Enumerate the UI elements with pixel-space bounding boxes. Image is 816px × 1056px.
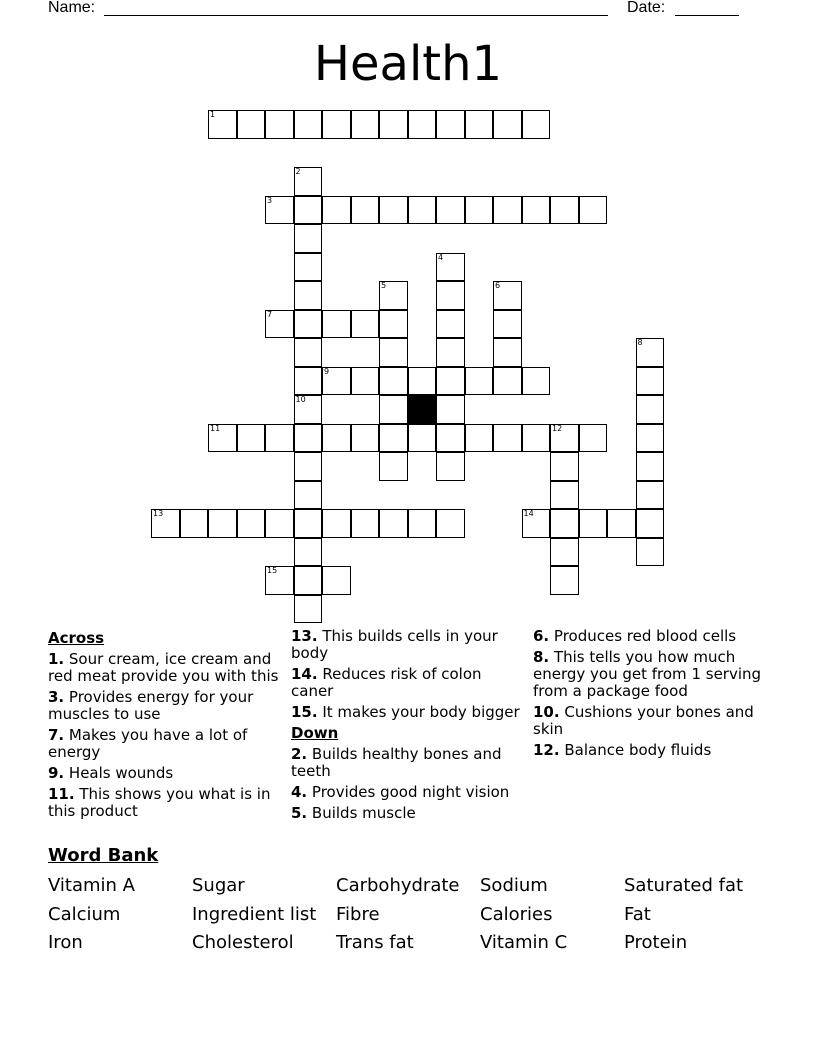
grid-cell[interactable] bbox=[436, 281, 465, 310]
grid-cell[interactable] bbox=[465, 367, 494, 396]
grid-cell[interactable] bbox=[237, 509, 266, 538]
black-square bbox=[408, 395, 437, 424]
grid-cell[interactable] bbox=[436, 253, 465, 282]
grid-cell[interactable] bbox=[408, 110, 437, 139]
grid-cell[interactable] bbox=[636, 481, 665, 510]
clue-number: 14 bbox=[523, 509, 534, 518]
clue-number-label: 11. bbox=[48, 785, 75, 803]
clue-number: 9 bbox=[324, 366, 330, 376]
clue bbox=[48, 651, 284, 685]
grid-cell[interactable] bbox=[465, 110, 494, 139]
grid-cell[interactable] bbox=[151, 509, 180, 538]
grid-cell[interactable] bbox=[636, 424, 665, 453]
grid-cell[interactable] bbox=[550, 196, 579, 225]
grid-cell[interactable] bbox=[379, 424, 408, 453]
clue-text: Produces red blood cells bbox=[549, 627, 737, 645]
clue bbox=[291, 628, 527, 662]
grid-cell[interactable] bbox=[294, 566, 323, 595]
grid-cell[interactable] bbox=[294, 424, 323, 453]
grid-cell[interactable] bbox=[294, 310, 323, 339]
grid-cell[interactable] bbox=[550, 538, 579, 567]
clue-number: 8 bbox=[637, 338, 643, 347]
grid-cell[interactable] bbox=[294, 196, 323, 225]
grid-cell[interactable] bbox=[636, 538, 665, 567]
clue-text: Provides good night vision bbox=[307, 783, 510, 801]
grid-cell[interactable] bbox=[493, 196, 522, 225]
grid-cell[interactable] bbox=[493, 424, 522, 453]
grid-cell[interactable] bbox=[550, 424, 579, 453]
grid-cell[interactable] bbox=[408, 367, 437, 396]
grid-cell[interactable] bbox=[379, 338, 408, 367]
word-bank-item: Sugar bbox=[192, 875, 245, 896]
grid-cell[interactable] bbox=[436, 196, 465, 225]
clue-text: Balance body fluids bbox=[559, 741, 712, 759]
clue-number-label: 6. bbox=[533, 627, 550, 645]
grid-cell[interactable] bbox=[379, 281, 408, 310]
clue-text: This shows you what is in this product bbox=[48, 785, 271, 820]
clue-number: 15 bbox=[267, 566, 278, 575]
grid-cell[interactable] bbox=[322, 424, 351, 453]
grid-cell[interactable] bbox=[265, 196, 294, 225]
clue-number: 12 bbox=[552, 423, 563, 433]
grid-cell[interactable] bbox=[636, 367, 665, 396]
word-bank-item: Ingredient list bbox=[192, 903, 317, 925]
grid-cell[interactable] bbox=[493, 338, 522, 367]
grid-cell[interactable] bbox=[379, 196, 408, 225]
grid-cell[interactable] bbox=[351, 424, 380, 453]
clue-number-label: 8. bbox=[533, 648, 550, 666]
grid-cell[interactable] bbox=[322, 566, 351, 595]
grid-cell[interactable] bbox=[294, 338, 323, 367]
grid-cell[interactable] bbox=[465, 424, 494, 453]
clue-text: It makes your body bigger bbox=[317, 703, 520, 721]
clue-number-label: 3. bbox=[48, 688, 65, 706]
grid-cell[interactable] bbox=[351, 509, 380, 538]
grid-cell[interactable] bbox=[322, 196, 351, 225]
grid-cell[interactable] bbox=[636, 395, 665, 424]
grid-cell[interactable] bbox=[322, 367, 351, 396]
clue bbox=[48, 765, 284, 782]
clue bbox=[291, 704, 527, 721]
word-bank-item: Vitamin A bbox=[48, 875, 135, 896]
clue-number-label: 7. bbox=[48, 726, 65, 744]
word-bank-item: Calcium bbox=[48, 903, 121, 925]
clue bbox=[291, 784, 527, 801]
clue-number-label: 4. bbox=[291, 783, 308, 801]
clue-number: 6 bbox=[495, 281, 501, 290]
grid-cell[interactable] bbox=[436, 338, 465, 367]
grid-cell[interactable] bbox=[180, 509, 209, 538]
grid-cell[interactable] bbox=[294, 110, 323, 139]
grid-cell[interactable] bbox=[294, 538, 323, 567]
across-heading: Across bbox=[48, 629, 105, 647]
clue-number: 10 bbox=[295, 395, 306, 404]
down-clue-list-continued bbox=[533, 628, 773, 759]
clue-number-label: 2. bbox=[291, 745, 308, 763]
grid-cell[interactable] bbox=[436, 310, 465, 339]
clues-column-3 bbox=[533, 628, 773, 763]
grid-cell[interactable] bbox=[408, 196, 437, 225]
clue-text: This builds cells in your body bbox=[291, 627, 498, 662]
clue-text: This tells you how much energy you get from 1 serving from a package food bbox=[533, 648, 762, 700]
grid-cell[interactable] bbox=[294, 281, 323, 310]
grid-cell[interactable] bbox=[294, 253, 323, 282]
grid-cell[interactable] bbox=[379, 395, 408, 424]
puzzle-title: Health1 bbox=[313, 36, 503, 92]
grid-cell[interactable] bbox=[379, 452, 408, 481]
grid-cell[interactable] bbox=[294, 509, 323, 538]
grid-cell[interactable] bbox=[436, 367, 465, 396]
grid-cell[interactable] bbox=[636, 452, 665, 481]
grid-cell[interactable] bbox=[322, 110, 351, 139]
grid-cell[interactable] bbox=[636, 509, 665, 538]
grid-cell[interactable] bbox=[550, 566, 579, 595]
grid-cell[interactable] bbox=[322, 509, 351, 538]
clue-number: 11 bbox=[210, 423, 221, 433]
grid-cell[interactable] bbox=[265, 509, 294, 538]
grid-cell[interactable] bbox=[379, 310, 408, 339]
down-clue-list bbox=[291, 746, 527, 822]
grid-cell[interactable] bbox=[294, 452, 323, 481]
grid-cell[interactable] bbox=[379, 509, 408, 538]
grid-cell[interactable] bbox=[550, 452, 579, 481]
name-label: Name: bbox=[48, 0, 96, 16]
date-label: Date: bbox=[627, 0, 666, 16]
word-bank-item: Protein bbox=[624, 932, 688, 953]
clue bbox=[48, 689, 284, 723]
grid-cell[interactable] bbox=[493, 110, 522, 139]
clue-text: Reduces risk of colon caner bbox=[291, 665, 482, 700]
clue-number-label: 10. bbox=[533, 703, 560, 721]
grid-cell[interactable] bbox=[436, 110, 465, 139]
grid-cell[interactable] bbox=[636, 338, 665, 367]
word-bank-item: Fibre bbox=[336, 903, 380, 925]
grid-cell[interactable] bbox=[265, 566, 294, 595]
clue bbox=[291, 805, 527, 822]
grid-cell[interactable] bbox=[522, 367, 551, 396]
clue-text: Heals wounds bbox=[64, 764, 174, 782]
grid-cell[interactable] bbox=[208, 110, 237, 139]
clue bbox=[533, 704, 773, 738]
across-clue-list-continued bbox=[291, 628, 527, 721]
grid-cell[interactable] bbox=[265, 310, 294, 339]
clue bbox=[533, 649, 773, 700]
clue-number: 4 bbox=[438, 252, 444, 262]
grid-cell[interactable] bbox=[493, 310, 522, 339]
grid-cell[interactable] bbox=[351, 310, 380, 339]
grid-cell[interactable] bbox=[465, 196, 494, 225]
grid-cell[interactable] bbox=[294, 167, 323, 196]
grid-cell[interactable] bbox=[522, 110, 551, 139]
grid-cell[interactable] bbox=[408, 509, 437, 538]
grid-cell[interactable] bbox=[436, 424, 465, 453]
clue-number: 2 bbox=[295, 167, 301, 176]
down-heading: Down bbox=[291, 724, 339, 742]
clue bbox=[291, 666, 527, 700]
grid-cell[interactable] bbox=[208, 509, 237, 538]
word-bank-item: Sodium bbox=[480, 875, 548, 896]
grid-cell[interactable] bbox=[493, 281, 522, 310]
grid-cell[interactable] bbox=[294, 224, 323, 253]
word-bank-item: Saturated fat bbox=[624, 875, 744, 896]
grid-cell[interactable] bbox=[522, 196, 551, 225]
word-bank-item: Carbohydrate bbox=[336, 875, 460, 896]
clue-number: 13 bbox=[153, 509, 164, 518]
grid-cell[interactable] bbox=[294, 395, 323, 424]
grid-cell[interactable] bbox=[237, 110, 266, 139]
grid-cell[interactable] bbox=[550, 509, 579, 538]
grid-cell[interactable] bbox=[607, 509, 636, 538]
clue-number-label: 14. bbox=[291, 665, 318, 683]
grid-cell[interactable] bbox=[379, 110, 408, 139]
grid-cell[interactable] bbox=[436, 509, 465, 538]
clue bbox=[291, 746, 527, 780]
grid-cell[interactable] bbox=[493, 367, 522, 396]
clue-number-label: 1. bbox=[48, 650, 65, 668]
grid-cell[interactable] bbox=[351, 110, 380, 139]
clue-number-label: 5. bbox=[291, 804, 308, 822]
clue-number: 1 bbox=[210, 110, 216, 119]
grid-cell[interactable] bbox=[522, 509, 551, 538]
across-clue-list bbox=[48, 651, 284, 820]
clue-number: 7 bbox=[267, 309, 273, 319]
grid-cell[interactable] bbox=[351, 196, 380, 225]
clue-text: Provides energy for your muscles to use bbox=[48, 688, 254, 723]
clue-text: Builds muscle bbox=[307, 804, 416, 822]
grid-cell[interactable] bbox=[579, 509, 608, 538]
grid-cell[interactable] bbox=[322, 310, 351, 339]
clue-number-label: 13. bbox=[291, 627, 318, 645]
word-bank-title: Word Bank bbox=[48, 845, 159, 866]
clue-text: Makes you have a lot of energy bbox=[48, 726, 248, 761]
grid-cell[interactable] bbox=[379, 367, 408, 396]
grid-cell[interactable] bbox=[208, 424, 237, 453]
clue-number-label: 12. bbox=[533, 741, 560, 759]
grid-cell[interactable] bbox=[265, 424, 294, 453]
clue-number-label: 15. bbox=[291, 703, 318, 721]
clue bbox=[48, 786, 284, 820]
grid-cell[interactable] bbox=[294, 367, 323, 396]
word-bank-item: Trans fat bbox=[336, 932, 414, 953]
clues-column-1 bbox=[48, 628, 284, 824]
grid-cell[interactable] bbox=[237, 424, 266, 453]
clue-text: Builds healthy bones and teeth bbox=[291, 745, 502, 780]
clue-number-label: 9. bbox=[48, 764, 65, 782]
clue-number: 5 bbox=[381, 281, 387, 290]
clue bbox=[533, 742, 773, 759]
grid-cell[interactable] bbox=[351, 367, 380, 396]
clue bbox=[48, 727, 284, 761]
grid-cell[interactable] bbox=[436, 452, 465, 481]
word-bank-item: Vitamin C bbox=[480, 932, 568, 953]
clue-text: Sour cream, ice cream and red meat provide you with this bbox=[48, 650, 279, 685]
grid-cell[interactable] bbox=[294, 595, 323, 624]
grid-cell[interactable] bbox=[579, 196, 608, 225]
clue-number: 3 bbox=[267, 195, 273, 205]
grid-cell[interactable] bbox=[408, 424, 437, 453]
grid-cell[interactable] bbox=[436, 395, 465, 424]
clue-text: Cushions your bones and skin bbox=[533, 703, 754, 738]
clue bbox=[533, 628, 773, 645]
word-bank-item: Calories bbox=[480, 903, 553, 925]
grid-cell[interactable] bbox=[550, 481, 579, 510]
word-bank-item: Iron bbox=[48, 932, 83, 953]
grid-cell[interactable] bbox=[579, 424, 608, 453]
word-bank-item: Cholesterol bbox=[192, 932, 294, 953]
clues-column-2 bbox=[291, 628, 527, 826]
grid-cell[interactable] bbox=[294, 481, 323, 510]
grid-cell[interactable] bbox=[522, 424, 551, 453]
grid-cell[interactable] bbox=[265, 110, 294, 139]
word-bank-item: Fat bbox=[624, 903, 651, 925]
